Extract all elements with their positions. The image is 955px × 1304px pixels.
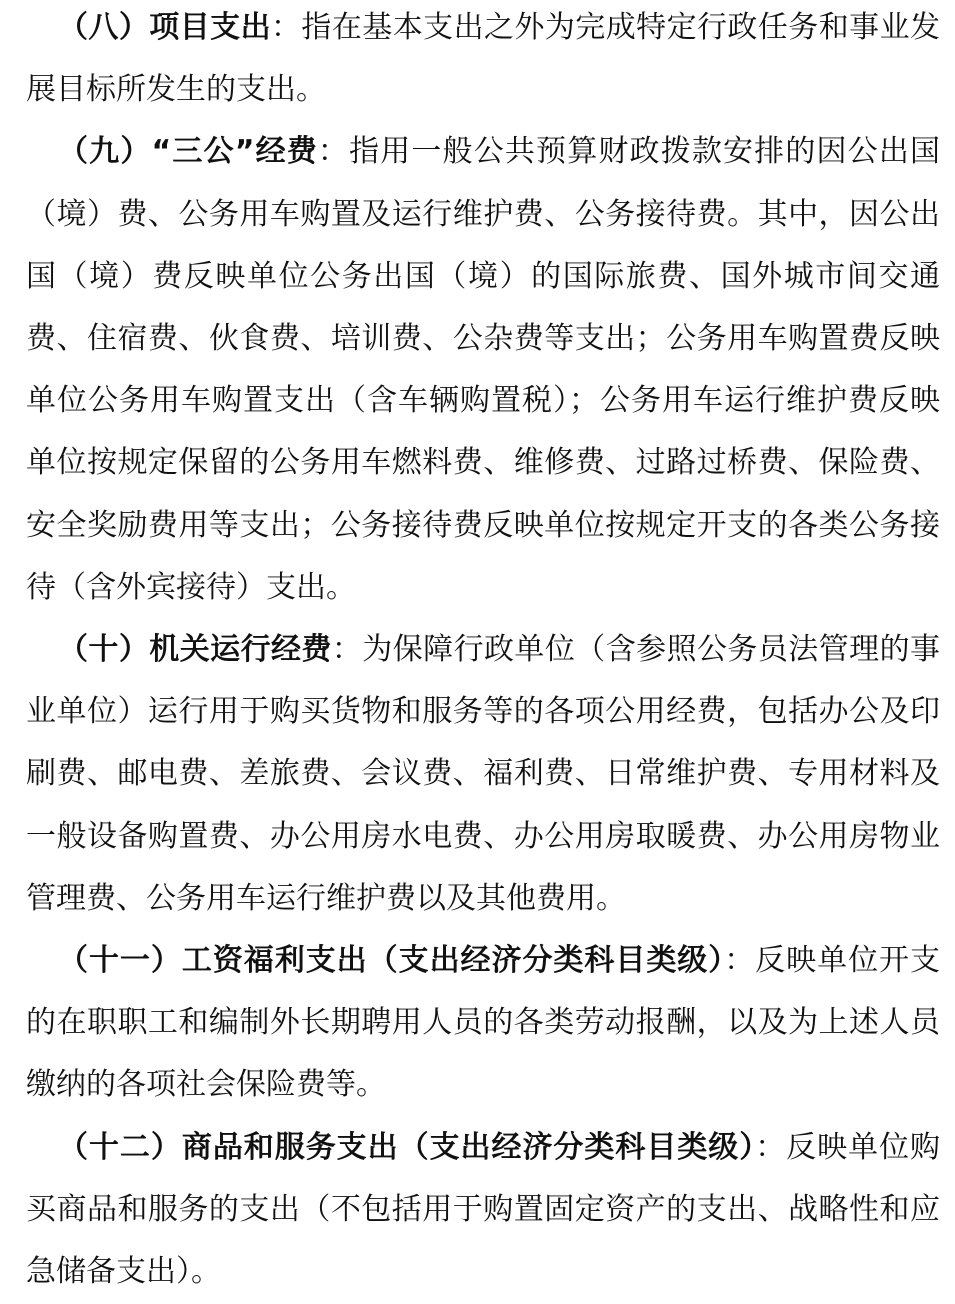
term-project-expenditure: （八）项目支出 — [58, 10, 271, 45]
document-body — [26, 0, 940, 1303]
definition-agency-operating-funds: ：为保障行政单位（含参照公务员法管理的事业单位）运行用于购买货物和服务等的各项公用经费，包括办公及印刷费、邮电费、差旅费、会议费、福利费、日常维护费、专用材料及一般设备购置费、办公用房水电费、办公用房取暖费、办公用房物业管理费、公务用车运行维护费以及其他费用。 — [26, 632, 941, 916]
paragraph-three-public-expenses — [26, 121, 940, 619]
paragraph-agency-operating-funds — [26, 619, 940, 930]
term-three-public-expenses: （九）“三公”经费 — [58, 134, 318, 170]
definition-goods-services: ：反映单位购买商品和服务的支出（不包括用于购置固定资产的支出、战略性和应急储备支出）。 — [26, 1129, 941, 1290]
term-agency-operating-funds: （十）机关运行经费 — [58, 632, 332, 668]
paragraph-project-expenditure — [26, 0, 940, 121]
definition-three-public-expenses: ：指用一般公共预算财政拨款安排的因公出国（境）费、公务用车购置及运行维护费、公务接待费。其中，因公出国（境）费反映单位公务出国（境）的国际旅费、国外城市间交通费、住宿费、伙食费、培训费、公杂费等支出；公务用车购置费反映单位公务用车购置支出（含车辆购置税）；公务用车运行维护费反映单位按规定保留的公务用车燃料费、维修费、过路过桥费、保险费、安全奖励费用等支出；公务接待费反映单位按规定开支的各类公务接待（含外宾接待）支出。 — [26, 134, 941, 605]
paragraph-wages-welfare — [26, 930, 940, 1117]
paragraph-goods-services — [26, 1117, 940, 1304]
definition-wages-welfare: ：反映单位开支的在职职工和编制外长期聘用人员的各类劳动报酬，以及为上述人员缴纳的各项社会保险费等。 — [26, 943, 941, 1103]
term-goods-services: （十二）商品和服务支出（支出经济分类科目类级） — [58, 1129, 756, 1165]
definition-project-expenditure: ：指在基本支出之外为完成特定行政任务和事业发展目标所发生的支出。 — [26, 10, 940, 108]
term-wages-welfare: （十一）工资福利支出（支出经济分类科目类级） — [58, 943, 725, 979]
